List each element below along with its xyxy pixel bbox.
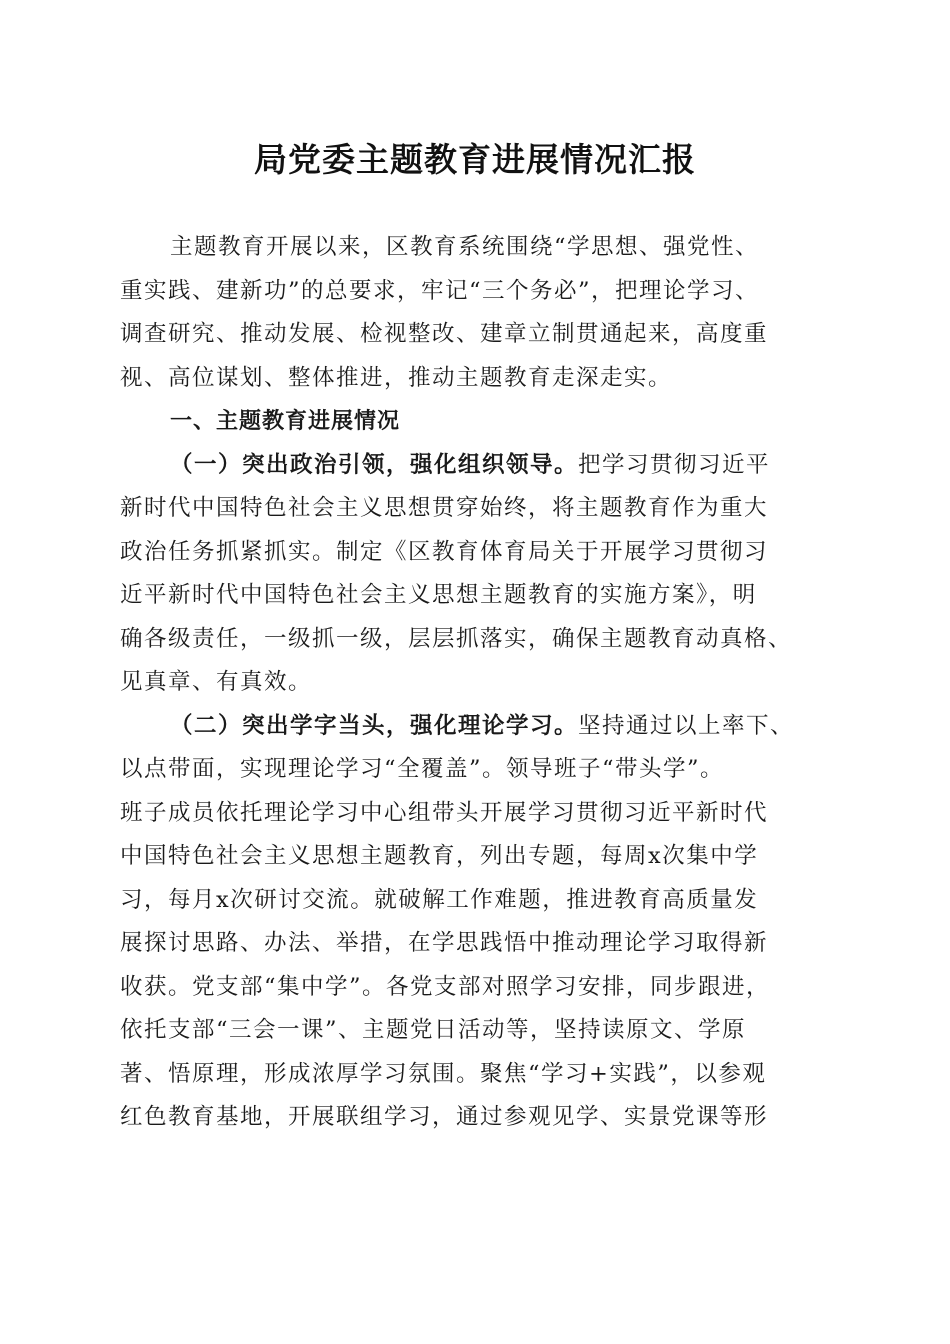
intro-line: 调查研究、推动发展、检视整改、建章立制贯通起来，高度重 (120, 321, 769, 347)
document-body (120, 226, 832, 1140)
subsection-1-first-rest: 把学习贯彻习近平 (578, 451, 771, 478)
paragraph-line: 确各级责任，一级抓一级，层层抓落实，确保主题教育动真格、 (120, 625, 793, 652)
intro-line: 视、高位谋划、整体推进，推动主题教育走深走实。 (120, 364, 673, 391)
subsection-2-first-rest: 坚持通过以上率下、 (578, 712, 795, 739)
paragraph-line: 新时代中国特色社会主义思想贯穿始终，将主题教育作为重大 (120, 495, 769, 521)
paragraph-line: 著、悟原理，形成浓厚学习氛围。聚焦“学习+实践”，以参观 (120, 1060, 767, 1087)
paragraph-line: 政治任务抓紧抓实。制定《区教育体育局关于开展学习贯彻习 (120, 538, 769, 565)
paragraph-line: 以点带面，实现理论学习“全覆盖”。领导班子“带头学”。 (120, 756, 725, 782)
document-title: 局党委主题教育进展情况汇报 (254, 140, 696, 179)
paragraph-line: 习，每月x次研讨交流。就破解工作难题，推进教育高质量发 (120, 886, 759, 913)
paragraph-line: 依托支部“三会一课”、主题党日活动等，坚持读原文、学原 (120, 1017, 747, 1043)
intro-line: 重实践、建新功”的总要求，牢记“三个务必”，把理论学习、 (120, 277, 760, 304)
subsection-2-first-line (120, 705, 832, 749)
paragraph-line: 班子成员依托理论学习中心组带头开展学习贯彻习近平新时代 (120, 799, 769, 826)
subsection-2-lead: （二）突出学字当头，强化理论学习。 (170, 712, 579, 739)
subsection-1-first-line (120, 444, 832, 488)
subsection-1-lead: （一）突出政治引领，强化组织领导。 (170, 451, 579, 478)
paragraph-line: 见真章、有真效。 (120, 669, 313, 695)
paragraph-line: 中国特色社会主义思想主题教育，列出专题，每周x次集中学 (120, 843, 759, 869)
paragraph-line: 收获。党支部“集中学”。各党支部对照学习安排，同步跟进， (120, 973, 771, 1000)
intro-line: 主题教育开展以来，区教育系统围绕“学思想、强党性、 (170, 234, 760, 260)
section-heading: 一、主题教育进展情况 (170, 409, 401, 434)
paragraph-line: 近平新时代中国特色社会主义思想主题教育的实施方案》，明 (120, 582, 757, 608)
paragraph-line: 展探讨思路、办法、举措，在学思践悟中推动理论学习取得新 (120, 930, 769, 956)
paragraph-line: 红色教育基地，开展联组学习，通过参观见学、实景党课等形 (120, 1104, 769, 1130)
